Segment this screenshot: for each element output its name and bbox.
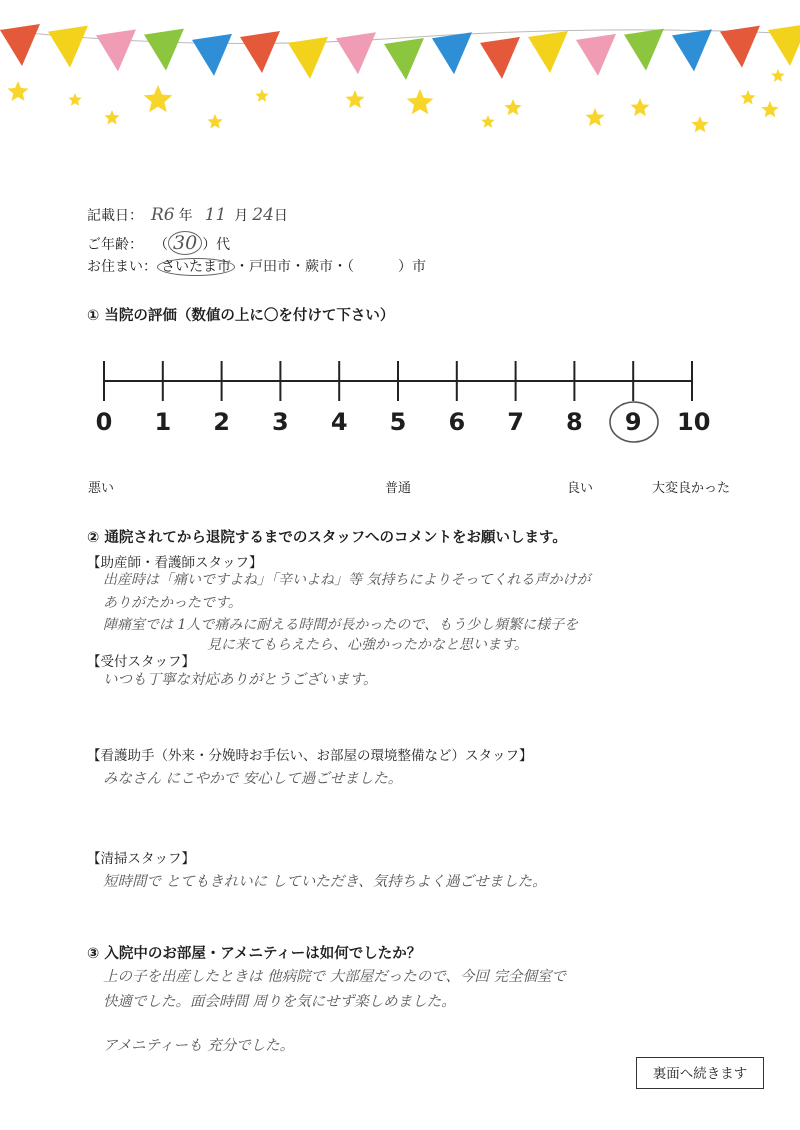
date-month-value: 11	[204, 205, 227, 225]
star-icon	[104, 110, 119, 125]
star-icon	[8, 81, 29, 101]
age-value: 30	[168, 231, 202, 255]
age-close: ）代	[202, 237, 231, 253]
bunting-flag	[336, 32, 376, 74]
scale-number-4: 4	[330, 408, 348, 436]
bunting-flag	[624, 29, 664, 71]
date-label: 記載日：	[87, 208, 143, 224]
midwife-comment-line-4: 見に来てもらえたら、心強かったかなと思います。	[207, 637, 528, 653]
star-icon	[504, 99, 521, 115]
bunting-flag	[144, 29, 184, 71]
midwife-comment-line-1: 出産時は「痛いですよね」「辛いよね」等 気持ちによりそってくれる声かけが	[103, 572, 591, 588]
year-label: 年	[178, 208, 193, 224]
scale-label-good: 良い	[567, 481, 594, 496]
bunting-flag	[480, 37, 520, 79]
selected-rating-circle	[604, 398, 664, 446]
room-comment-line-1: 上の子を出産したときは 他病院で 大部屋だったので、今回 完全個室で	[103, 969, 567, 985]
star-icon	[691, 116, 708, 132]
bunting-flag	[768, 24, 800, 66]
bunting-flag	[432, 32, 472, 74]
scale-number-5: 5	[389, 408, 407, 436]
nursing-assistant-comment: みなさん にこやかで 安心して過ごせました。	[103, 771, 403, 787]
record-date-row	[87, 205, 288, 225]
bunting-flag	[672, 29, 712, 71]
midwife-comment-line-3: 陣痛室では 1人で痛みに耐える時間が長かったので、もう少し頻繁に様子を	[103, 617, 579, 633]
bunting-flag	[288, 37, 328, 79]
residence-option-saitama: さいたま市	[157, 258, 235, 276]
cleaning-staff-label: 【清掃スタッフ】	[87, 851, 195, 867]
room-comment-line-3: アメニティーも 充分でした。	[103, 1038, 295, 1054]
cleaning-staff-comment: 短時間で とてもきれいに していただき、気持ちよく過ごせました。	[103, 874, 547, 890]
star-icon	[631, 98, 650, 116]
star-icon	[407, 89, 434, 114]
section2-title: ② 通院されてから退院するまでのスタッフへのコメントをお願いします。	[87, 530, 567, 546]
date-day-value: 24	[252, 205, 274, 225]
bunting-flag	[0, 24, 40, 66]
reception-label: 【受付スタッフ】	[87, 654, 195, 670]
month-label: 月	[234, 208, 249, 224]
continue-on-back-note: 裏面へ続きます	[636, 1057, 764, 1089]
star-icon	[255, 89, 268, 102]
bunting-flag	[720, 26, 760, 68]
scale-number-7: 7	[507, 408, 524, 436]
scale-number-0: 0	[95, 408, 113, 436]
age-row	[87, 232, 230, 254]
midwife-comment-line-2: ありがたかったです。	[103, 595, 242, 611]
star-icon	[481, 115, 494, 128]
scale-label-excellent: 大変良かった	[652, 481, 731, 496]
age-open: （	[161, 237, 168, 253]
date-year-value: R6	[151, 205, 175, 225]
scale-label-bad: 悪い	[88, 481, 115, 496]
reception-comment: いつも丁寧な対応ありがとうございます。	[103, 672, 378, 688]
scale-number-3: 3	[272, 408, 289, 436]
room-comment-line-2: 快適でした。面会時間 周りを気にせず楽しめました。	[103, 994, 456, 1010]
midwife-nurse-label: 【助産師・看護師スタッフ】	[87, 555, 263, 571]
scale-label-normal: 普通	[385, 481, 412, 496]
bunting-flag	[240, 31, 280, 73]
scale-number-6: 6	[448, 408, 466, 436]
star-icon	[740, 90, 755, 105]
star-icon	[346, 90, 365, 108]
day-label: 日	[273, 208, 288, 224]
residence-option-others: ・戸田市・蕨市・（	[235, 259, 354, 275]
bunting-flag	[576, 34, 616, 76]
bunting-flag	[384, 38, 424, 80]
age-label: ご年齢：	[87, 237, 143, 253]
scale-number-1: 1	[154, 408, 172, 436]
scale-number-9: 9	[624, 408, 642, 436]
bunting-banner	[0, 0, 800, 140]
bunting-flag	[528, 31, 568, 73]
scale-number-8: 8	[566, 408, 583, 436]
star-icon	[586, 108, 605, 126]
star-icon	[144, 85, 173, 112]
section1-title: ① 当院の評価（数値の上に〇を付けて下さい）	[87, 308, 395, 324]
nursing-assistant-label: 【看護助手（外来・分娩時お手伝い、お部屋の環境整備など）スタッフ】	[87, 748, 533, 764]
residence-label: お住まい：	[87, 259, 157, 275]
scale-number-2: 2	[213, 408, 230, 436]
residence-option-city: ）市	[398, 259, 426, 275]
star-icon	[207, 114, 222, 129]
star-icon	[771, 69, 784, 82]
scale-number-10: 10	[677, 408, 711, 436]
bunting-flag	[192, 34, 232, 76]
bunting-flag	[48, 26, 88, 68]
star-icon	[68, 93, 81, 106]
star-icon	[761, 101, 778, 117]
bunting-flag	[96, 29, 136, 71]
section3-title: ③ 入院中のお部屋・アメニティーは如何でしたか？	[87, 946, 422, 962]
residence-row	[87, 256, 426, 276]
